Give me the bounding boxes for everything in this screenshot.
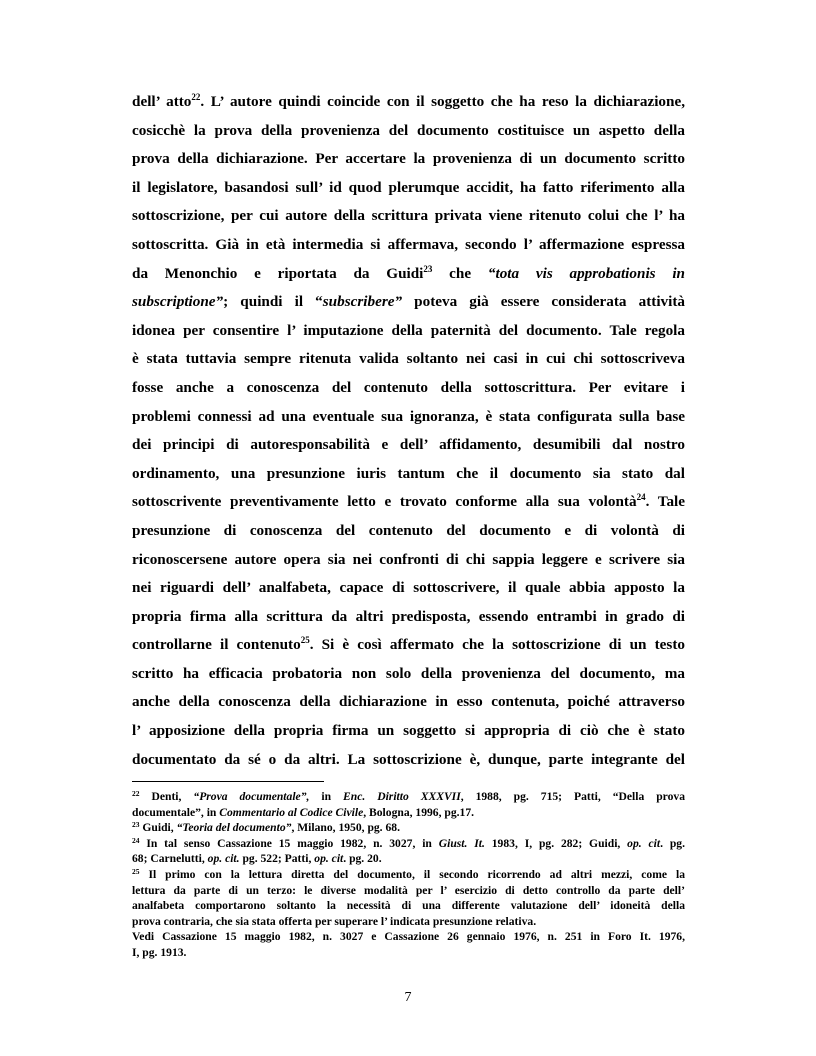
- footnote-line: prova contraria, che sia stata offerta per superare l’ indicata presunzione relativa.: [132, 914, 537, 928]
- body-line: dei principi di autoresponsabilità e dell’ affidamento, desumibili dal nostro: [132, 436, 685, 454]
- footnote-line: $^{22}$ Denti, “Prova documentale”, in Enc. Diritto XXXVII, 1988, pg. 715; Patti, “Della prova: [132, 789, 685, 803]
- footnote-line: lettura da parte di un terzo: le diverse modalità per l’ esercizio di detto controllo da parte dell’: [132, 883, 685, 897]
- body-line: controllarne il contenuto$^{25}$. Si è così affermato che la sottoscrizione di un testo: [132, 635, 685, 654]
- body-line: propria firma alla scrittura da altri predisposta, essendo entrambi in grado di: [132, 607, 685, 625]
- footnote-ref[interactable]: 22: [191, 92, 201, 102]
- footnote-line: 68; Carnelutti, op. cit. pg. 522; Patti, op. cit. pg. 20.: [132, 852, 382, 866]
- footnote-ref[interactable]: 25: [300, 635, 310, 646]
- body-line: subscriptione”; quindi il “subscribere” poteva già essere considerata attività: [132, 293, 685, 311]
- page-number: 7: [404, 990, 412, 1005]
- body-line: il legislatore, basandosi sull’ id quod plerumque accidit, ha fatto riferimento alla: [132, 178, 685, 196]
- body-line: idonea per consentire l’ imputazione della paternità del documento. Tale regola: [132, 321, 685, 339]
- body-line: fosse anche a conoscenza del contenuto della sottoscrittura. Per evitare i: [132, 378, 685, 396]
- body-line: documentato da sé o da altri. La sottoscrizione è, dunque, parte integrante del: [132, 750, 685, 768]
- body-line: dell’ atto$^{22}$. L’ autore quindi coincide con il soggetto che ha reso la dichiarazione,: [132, 92, 685, 110]
- body-text: [132, 88, 685, 774]
- footnotes: [132, 789, 685, 961]
- footnote-line: Vedi Cassazione 15 maggio 1982, n. 3027 e Cassazione 26 gennaio 1976, n. 251 in Foro It. 1976,: [132, 930, 685, 944]
- body-line: nei riguardi dell’ analfabeta, capace di sottoscrivere, il quale abbia apposto la: [132, 579, 685, 597]
- body-line: sottoscritta. Già in età intermedia si affermava, secondo l’ affermazione espressa: [132, 235, 685, 253]
- body-line: problemi connessi ad una eventuale sua ignoranza, è stata configurata sulla base: [132, 407, 685, 425]
- body-line: prova della dichiarazione. Per accertare la provenienza di un documento scritto: [132, 150, 685, 168]
- body-line: riconoscersene autore opera sia nei confronti di chi sappia leggere e scrivere sia: [132, 550, 685, 568]
- body-line: cosicchè la prova della provenienza del documento costituisce un aspetto della: [132, 121, 685, 139]
- footnote-line: documentale”, in Commentario al Codice Civile, Bologna, 1996, pg.17.: [132, 805, 475, 819]
- footnote-line: $^{25}$ Il primo con la lettura diretta del documento, il secondo ricorrendo ad altri mezzi, come la: [132, 866, 685, 881]
- body-line: ordinamento, una presunzione iuris tantum che il documento sia stato dal: [132, 464, 685, 482]
- footnote-ref[interactable]: 23: [423, 263, 433, 274]
- body-line: scritto ha efficacia probatoria non solo della provenienza del documento, ma: [132, 664, 685, 682]
- body-line: è stata tuttavia sempre ritenuta valida soltanto nei casi in cui chi sottoscriveva: [132, 350, 685, 368]
- footnote-separator: [132, 781, 324, 782]
- footnote-ref[interactable]: 24: [636, 492, 646, 503]
- footnote-line: analfabeta comportarono soltanto la necessità di una differente valutazione dell’ idoneità della: [132, 899, 685, 913]
- footnote-line: $^{23}$ Guidi, “Teoria del documento”, Milano, 1950, pg. 68.: [132, 820, 400, 835]
- body-line: l’ apposizione della propria firma un soggetto si appropria di ciò che è stato: [132, 722, 685, 740]
- body-line: anche della conoscenza della dichiarazione in esso contenuta, poiché attraverso: [132, 693, 685, 711]
- body-line: sottoscrivente preventivamente letto e trovato conforme alla sua volontà$^{24}$. Tale: [132, 492, 685, 511]
- body-line: presunzione di conoscenza del contenuto del documento e di volontà di: [132, 521, 685, 539]
- footnote-line: $^{24}$ In tal senso Cassazione 15 maggio 1982, n. 3027, in Giust. It. 1983, I, pg. 282; Guidi, op. cit. pg.: [132, 835, 686, 850]
- footnote-line: I, pg. 1913.: [132, 945, 187, 959]
- body-line: sottoscrizione, per cui autore della scrittura privata viene ritenuto colui che l’ ha: [132, 207, 685, 225]
- body-line: da Menonchio e riportata da Guidi$^{23}$ che “tota vis approbationis in: [132, 263, 686, 282]
